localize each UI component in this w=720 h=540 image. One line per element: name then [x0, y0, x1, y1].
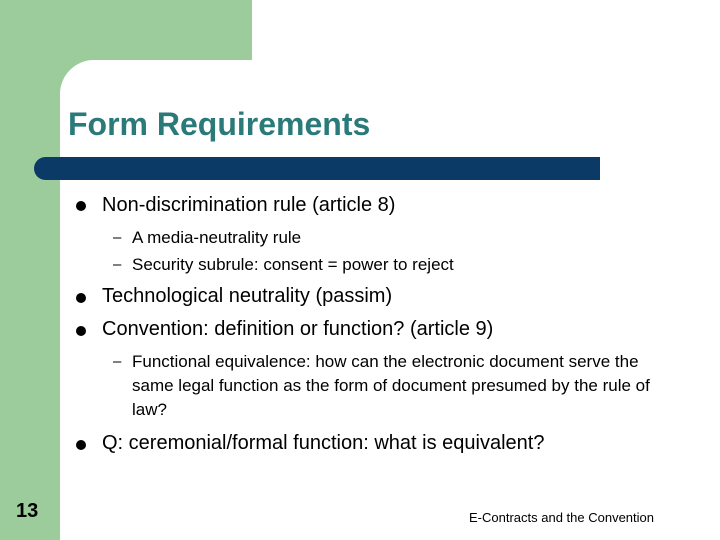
sub-dash-icon: – — [113, 229, 122, 246]
bullet-icon — [76, 440, 86, 450]
sub-dash-icon: – — [113, 256, 122, 273]
bullet-icon — [76, 293, 86, 303]
bullet-icon — [76, 201, 86, 211]
bullet-text: Technological neutrality (passim) — [102, 285, 393, 307]
bullet-text: Q: ceremonial/formal function: what is equivalent? — [102, 432, 545, 454]
sub-bullet-text: Functional equivalence: how can the electronic document serve the same legal function as the form of document presumed by the rule of law? — [132, 352, 650, 419]
footer-text: E-Contracts and the Convention — [469, 510, 654, 525]
sub-bullet-text: Security subrule: consent = power to reject — [132, 255, 454, 274]
bullet-icon — [76, 326, 86, 336]
sub-bullet-text: A media-neutrality rule — [132, 228, 302, 247]
bullet-text: Non-discrimination rule (article 8) — [102, 194, 396, 216]
page-number: 13 — [16, 500, 39, 522]
bullet-text: Convention: definition or function? (article 9) — [102, 318, 494, 340]
decor-green-left — [0, 0, 60, 540]
slide-title: Form Requirements — [68, 106, 371, 142]
sub-dash-icon: – — [113, 353, 122, 370]
title-underline-bar — [34, 157, 600, 180]
